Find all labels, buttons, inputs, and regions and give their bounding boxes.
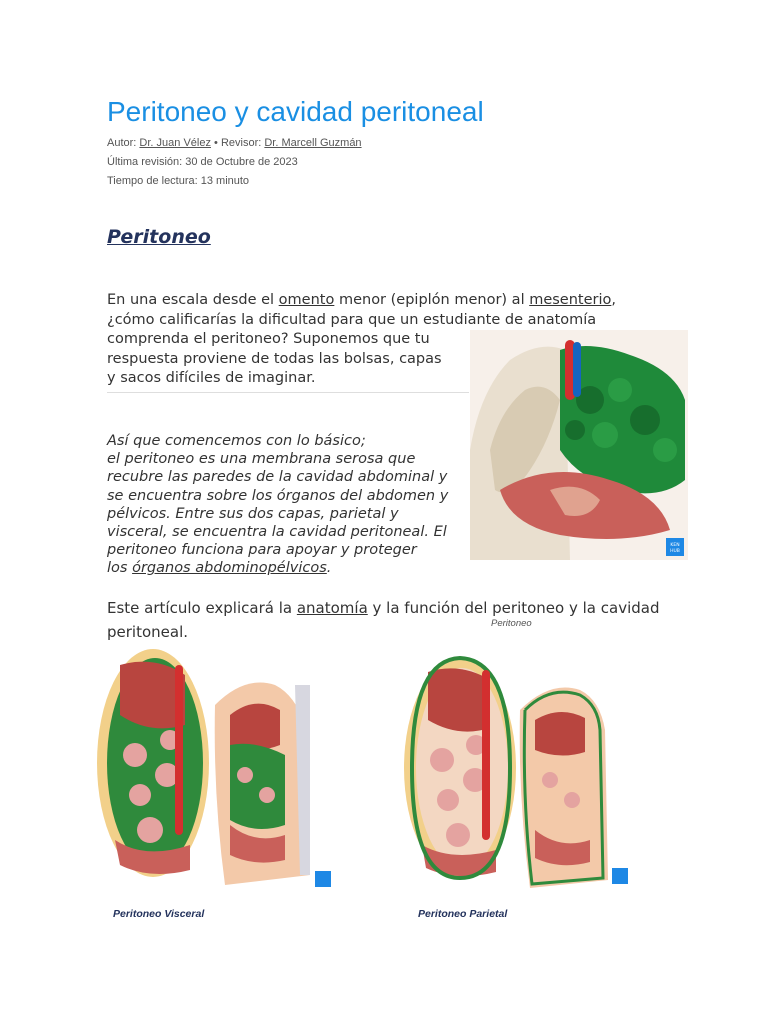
- organos-link[interactable]: órganos abdominopélvicos: [132, 560, 327, 577]
- basics-line-5: pélvicos. Entre sus dos capas, parietal y: [107, 505, 399, 522]
- basics-line-8: los órganos abdominopélvicos.: [107, 560, 332, 577]
- reviewer-label: Revisor:: [220, 137, 262, 149]
- basics-line-6: visceral, se encuentra la cavidad peritoneal. El: [107, 524, 447, 541]
- parietal-caption: Peritoneo Parietal: [418, 908, 508, 920]
- svg-text:KEN: KEN: [670, 543, 680, 548]
- svg-text:HUB: HUB: [670, 549, 680, 554]
- basics-paragraph: [107, 432, 467, 578]
- mesenterio-link[interactable]: mesenterio: [529, 292, 612, 308]
- peritoneum-illustration: [470, 330, 688, 560]
- intro-line-1: En una escala desde el omento menor (epiplón menor) al mesenterio,: [107, 292, 616, 308]
- author-label: Autor:: [107, 137, 137, 149]
- last-revision: Última revisión: 30 de Octubre de 2023: [107, 156, 298, 168]
- meta-separator: •: [214, 137, 218, 149]
- author-line: [107, 137, 362, 149]
- basics-line-2: el peritoneo es una membrana serosa que: [107, 451, 416, 468]
- basics-line-7: peritoneo funciona para apoyar y proteger: [107, 542, 417, 559]
- intro-line-2: ¿cómo calificarías la dificultad para que un estudiante de anatomía: [107, 311, 597, 328]
- basics-line-4: se encuentra sobre los órganos del abdomen y: [107, 487, 449, 504]
- author-link[interactable]: Dr. Juan Vélez: [139, 137, 211, 149]
- intro-line-3: comprenda el peritoneo? Suponemos que tu: [107, 331, 430, 347]
- kenhub-badge: [666, 538, 684, 556]
- intro-line-4: respuesta proviene de todas las bolsas, capas: [107, 350, 442, 367]
- anatomia-link[interactable]: anatomía: [296, 599, 368, 617]
- visceral-illustration: [95, 645, 340, 895]
- omento-link[interactable]: omento: [278, 292, 335, 308]
- reading-time: Tiempo de lectura: 13 minuto: [107, 175, 250, 187]
- divider: [107, 392, 469, 393]
- section-heading: Peritoneo: [107, 226, 211, 248]
- basics-line-3: recubre las paredes de la cavidad abdominal y: [107, 469, 448, 486]
- explain-paragraph: Este artículo explicará la anatomía y la función del peritoneo y la cavidad peritoneal.: [107, 599, 660, 641]
- visceral-caption: Peritoneo Visceral: [113, 908, 205, 920]
- page-title: Peritoneo y cavidad peritoneal: [107, 96, 484, 127]
- basics-line-1: Así que comencemos con lo básico;: [107, 433, 366, 449]
- reviewer-link[interactable]: Dr. Marcell Guzmán: [264, 137, 362, 149]
- main-figure-caption: Peritoneo: [491, 618, 532, 629]
- intro-line-5: y sacos difíciles de imaginar.: [107, 370, 316, 386]
- parietal-illustration: [400, 650, 635, 895]
